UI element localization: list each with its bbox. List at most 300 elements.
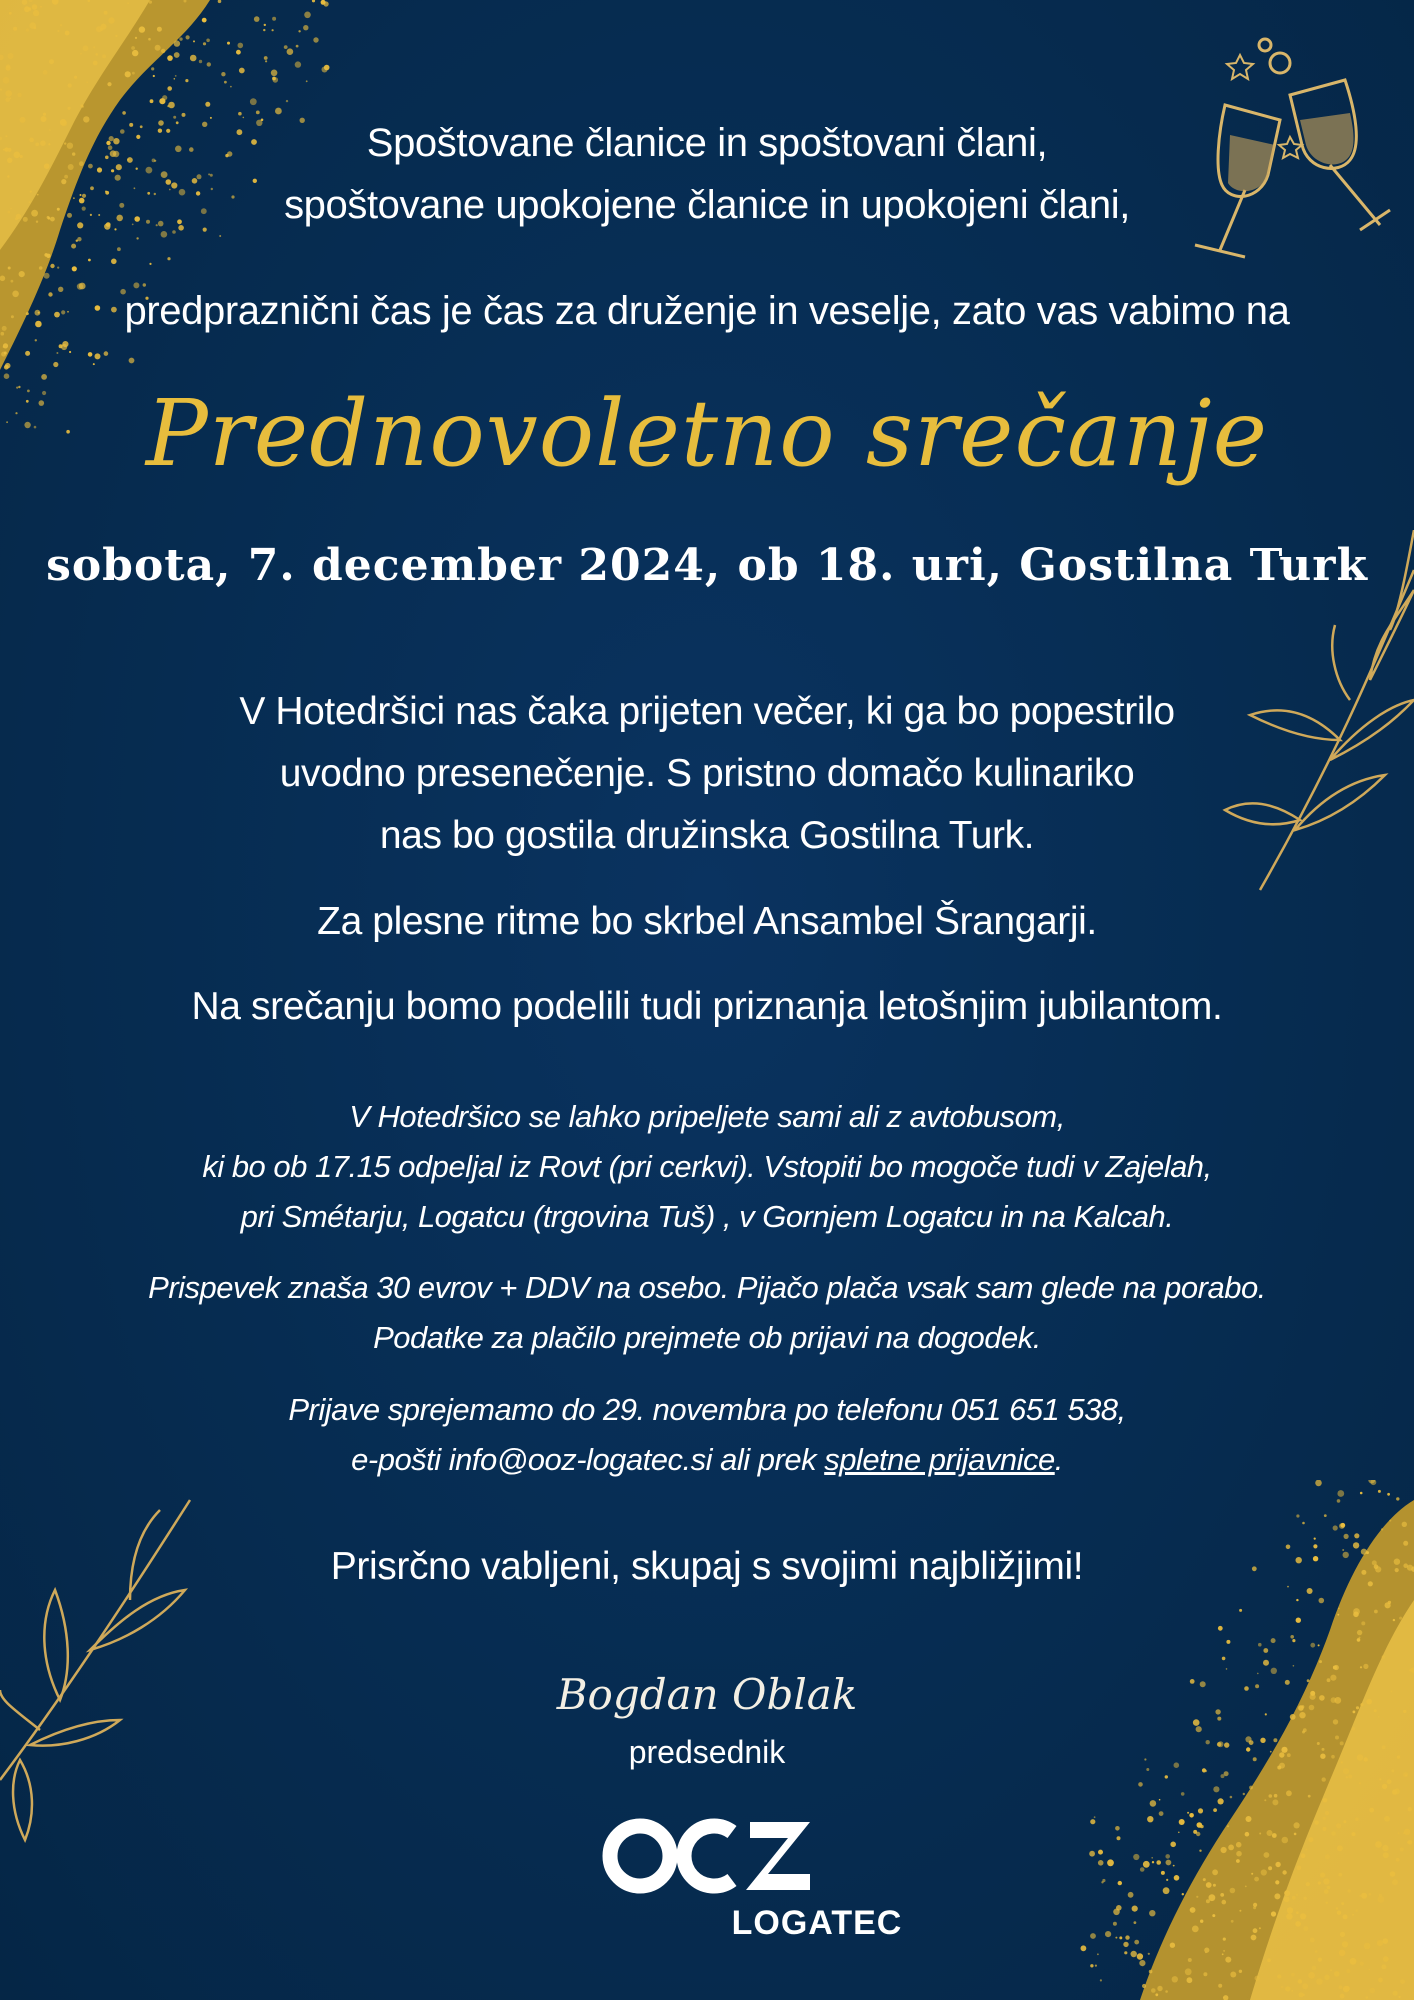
glitter-dot xyxy=(1188,1958,1192,1962)
glitter-dot xyxy=(185,79,188,82)
glitter-dot xyxy=(83,45,89,51)
glitter-dot xyxy=(1107,1859,1114,1866)
glitter-dot xyxy=(193,40,195,42)
glitter-dot xyxy=(1137,1953,1143,1959)
description-line-3: nas bo gostila družinska Gostilna Turk. xyxy=(379,814,1035,857)
glitter-dot xyxy=(1381,1964,1386,1969)
glitter-dot xyxy=(1318,1881,1321,1884)
glitter-dot xyxy=(1227,1825,1229,1827)
glitter-dot xyxy=(1213,1786,1219,1792)
glitter-dot xyxy=(1236,1859,1240,1863)
glitter-dot xyxy=(93,61,98,66)
transport-line-2: ki bo ob 17.15 odpeljal iz Rovt (pri cerkvi). Vstopiti bo mogoče tudi v Zajelah, xyxy=(202,1149,1212,1184)
glitter-dot xyxy=(1196,1832,1200,1836)
glitter-dot xyxy=(1230,1888,1236,1894)
glitter-dot xyxy=(1343,1820,1346,1823)
glitter-dot xyxy=(150,99,154,103)
glitter-dot xyxy=(1159,1811,1164,1816)
glitter-dot xyxy=(271,70,278,77)
glitter-dot xyxy=(174,52,180,58)
glitter-dot xyxy=(74,76,77,79)
glitter-dot xyxy=(1166,1879,1168,1881)
glitter-dot xyxy=(1222,1953,1224,1955)
glitter-dot xyxy=(1390,1871,1396,1877)
glitter-dot xyxy=(1337,1499,1341,1503)
glitter-dot xyxy=(1281,1986,1283,1988)
glitter-dot xyxy=(1165,1775,1168,1778)
glitter-dot xyxy=(1298,1979,1302,1983)
glitter-dot xyxy=(1346,1969,1350,1973)
glitter-dot xyxy=(1393,1991,1398,1996)
glitter-dot xyxy=(40,6,42,8)
glitter-dot xyxy=(205,102,210,107)
glitter-dot xyxy=(167,105,169,107)
payment-line-2: Podatke za plačilo prejmete ob prijavi na dogodek. xyxy=(373,1320,1041,1355)
glitter-dot xyxy=(1138,1782,1143,1787)
glitter-dot xyxy=(1098,1850,1103,1855)
glitter-dot xyxy=(44,273,50,279)
glitter-dot xyxy=(5,90,12,97)
glitter-dot xyxy=(238,43,244,49)
glitter-dot xyxy=(1218,1626,1223,1631)
glitter-dot xyxy=(1170,1943,1175,1948)
glitter-dot xyxy=(10,97,12,99)
glitter-dot xyxy=(1339,1950,1346,1957)
glitter-dot xyxy=(1142,1984,1146,1988)
glitter-dot xyxy=(272,17,276,21)
glitter-dot xyxy=(1360,1962,1364,1966)
glitter-dot xyxy=(1101,1881,1103,1883)
glitter-dot xyxy=(82,106,84,108)
glitter-dot xyxy=(312,0,315,2)
glitter-dot xyxy=(1318,1958,1322,1962)
glitter-dot xyxy=(1369,1808,1374,1813)
glitter-dot xyxy=(33,10,39,16)
glitter-dot xyxy=(1301,1853,1306,1858)
glitter-dot xyxy=(1320,1872,1325,1877)
glitter-dot xyxy=(80,53,82,55)
glitter-dot xyxy=(1166,1860,1172,1866)
glitter-dot xyxy=(1357,1630,1362,1635)
glitter-dot xyxy=(1196,1726,1202,1732)
glitter-dot xyxy=(1392,1789,1397,1794)
transport-line-3: pri Smétarju, Logatcu (trgovina Tuš) , v Gornjem Logatcu in na Kalcah. xyxy=(240,1199,1174,1234)
glitter-dot xyxy=(1089,1851,1095,1857)
glitter-dot xyxy=(1314,1820,1318,1824)
glitter-dot xyxy=(1284,1890,1290,1896)
glitter-dot xyxy=(1094,1816,1096,1818)
glitter-dot xyxy=(1269,1794,1273,1798)
glitter-dot xyxy=(95,53,98,56)
glitter-dot xyxy=(100,27,104,31)
glitter-dot xyxy=(9,12,12,15)
glitter-dot xyxy=(298,30,300,32)
glitter-dot xyxy=(1379,1778,1381,1780)
glitter-dot xyxy=(1095,1965,1097,1967)
glitter-dot xyxy=(1140,1867,1145,1872)
glitter-dot xyxy=(157,27,162,32)
glitter-dot xyxy=(1323,1798,1328,1803)
glitter-dot xyxy=(1361,1893,1367,1899)
glitter-dot xyxy=(174,40,180,46)
glitter-dot xyxy=(1155,1993,1158,1996)
glitter-dot xyxy=(1304,1897,1307,1900)
glitter-dot xyxy=(8,267,11,270)
glitter-dot xyxy=(125,71,131,77)
glitter-dot xyxy=(95,353,101,359)
glitter-dot xyxy=(1364,1943,1371,1950)
glitter-dot xyxy=(1161,1871,1165,1875)
glitter-dot xyxy=(174,78,176,80)
registration-line-1: Prijave sprejemamo do 29. novembra po telefonu 051 651 538, xyxy=(288,1392,1126,1427)
glitter-dot xyxy=(1305,1848,1307,1850)
glitter-dot xyxy=(324,1,329,6)
glitter-dot xyxy=(1396,1497,1399,1500)
glitter-dot xyxy=(1185,1968,1192,1975)
glitter-dot xyxy=(1290,1635,1294,1639)
glitter-dot xyxy=(68,83,72,87)
glitter-dot xyxy=(1124,1951,1127,1954)
greeting-line-2: spoštovane upokojene članice in upokojeni člani, xyxy=(284,183,1130,227)
glitter-dot xyxy=(1205,1952,1207,1954)
glitter-dot xyxy=(1243,1793,1245,1795)
glitter-dot xyxy=(1218,1798,1224,1804)
glitter-dot xyxy=(1284,1896,1290,1902)
registration-line-2 xyxy=(0,1436,1414,1483)
glitter-dot xyxy=(1274,1893,1280,1899)
glitter-dot xyxy=(43,70,48,75)
glitter-dot xyxy=(135,37,137,39)
glitter-dot xyxy=(1389,1520,1391,1522)
glitter-dot xyxy=(1206,1882,1212,1888)
glitter-dot xyxy=(5,97,10,102)
glitter-dot xyxy=(148,38,151,41)
glitter-dot xyxy=(1226,1640,1230,1644)
glitter-dot xyxy=(13,27,17,31)
glitter-dot xyxy=(1272,1799,1278,1805)
glitter-dot xyxy=(86,82,88,84)
glitter-dot xyxy=(1204,1948,1209,1953)
glitter-dot xyxy=(284,45,288,49)
glitter-dot xyxy=(1359,1782,1361,1784)
glitter-dot xyxy=(1245,1832,1250,1837)
glitter-dot xyxy=(322,67,328,73)
glitter-dot xyxy=(107,82,111,86)
glitter-dot xyxy=(1318,1644,1320,1646)
glitter-dot xyxy=(1255,1976,1260,1981)
glitter-dot xyxy=(1296,1894,1298,1896)
glitter-dot xyxy=(1361,1621,1365,1625)
glitter-dot xyxy=(1149,1970,1153,1974)
glitter-dot xyxy=(39,266,43,270)
glitter-dot xyxy=(1292,1896,1296,1900)
glitter-dot xyxy=(149,263,151,265)
glitter-dot xyxy=(1196,1896,1198,1898)
glitter-dot xyxy=(273,77,279,83)
transport-line-1: V Hotedršico se lahko pripeljete sami ali z avtobusom, xyxy=(349,1099,1065,1134)
glitter-dot xyxy=(1357,1638,1361,1642)
glitter-dot xyxy=(111,259,117,265)
glitter-dot xyxy=(1333,1666,1337,1670)
logo-text: LOGATEC xyxy=(731,1904,903,1942)
glitter-dot xyxy=(1359,1895,1361,1897)
glitter-dot xyxy=(1363,1664,1368,1669)
glitter-dot xyxy=(1294,1833,1297,1836)
glitter-dot xyxy=(1336,1823,1341,1828)
glitter-dot xyxy=(1236,1842,1242,1848)
glitter-dot xyxy=(3,346,5,348)
glitter-dot xyxy=(1385,1602,1391,1608)
glitter-dot xyxy=(1381,1528,1383,1530)
glitter-dot xyxy=(1178,1832,1180,1834)
glitter-dot xyxy=(1249,1786,1253,1790)
glitter-dot xyxy=(149,0,152,3)
glitter-dot xyxy=(1200,1825,1204,1829)
glitter-dot xyxy=(1133,1854,1139,1860)
glitter-dot xyxy=(50,264,54,268)
glitter-dot xyxy=(1117,1836,1121,1840)
glitter-dot xyxy=(239,68,245,74)
glitter-dot xyxy=(1230,1796,1233,1799)
glitter-dot xyxy=(1277,1974,1281,1978)
glitter-dot xyxy=(1334,1971,1340,1977)
glitter-dot xyxy=(1097,1953,1099,1955)
glitter-dot xyxy=(221,72,225,76)
glitter-dot xyxy=(1259,1833,1261,1835)
glitter-dot xyxy=(131,46,135,50)
glitter-dot xyxy=(1263,1648,1268,1653)
glitter-dot xyxy=(1258,1643,1262,1647)
glitter-dot xyxy=(153,75,155,77)
glitter-dot xyxy=(1228,1845,1234,1851)
glitter-dot xyxy=(1264,1852,1270,1858)
glitter-dot xyxy=(199,60,202,63)
glitter-dot xyxy=(1203,1878,1206,1881)
glitter-dot xyxy=(304,12,311,19)
glitter-dot xyxy=(1369,1893,1372,1896)
glitter-dot xyxy=(1368,1969,1370,1971)
glitter-dot xyxy=(57,267,59,269)
glitter-dot xyxy=(1387,1493,1390,1496)
glitter-dot xyxy=(132,50,138,56)
closing-text: Prisrčno vabljeni, skupaj s svojimi najbližjimi! xyxy=(330,1545,1084,1588)
glitter-dot xyxy=(1239,1609,1242,1612)
glitter-dot xyxy=(93,363,95,365)
glitter-dot xyxy=(44,253,48,257)
glitter-dot xyxy=(1306,1882,1310,1886)
glitter-dot xyxy=(1387,1779,1392,1784)
glitter-dot xyxy=(1396,1858,1400,1862)
glitter-dot xyxy=(1302,1994,1305,1997)
glitter-dot xyxy=(1370,1988,1376,1994)
glitter-dot xyxy=(1337,1845,1343,1851)
glitter-dot xyxy=(1340,1523,1345,1528)
glitter-dot xyxy=(1296,1865,1301,1870)
glitter-dot xyxy=(1383,1852,1389,1858)
glitter-dot xyxy=(1221,1847,1227,1853)
glitter-dot xyxy=(1090,1964,1093,1967)
glitter-dot xyxy=(104,351,109,356)
glitter-dot xyxy=(1272,1833,1277,1838)
glitter-dot xyxy=(1378,1490,1381,1493)
glitter-dot xyxy=(1302,1522,1305,1525)
glitter-dot xyxy=(1296,1618,1301,1623)
glitter-dot xyxy=(49,59,54,64)
glitter-dot xyxy=(1348,1775,1352,1779)
glitter-dot xyxy=(129,358,135,364)
glitter-dot xyxy=(1340,1994,1345,1999)
glitter-dot xyxy=(1131,1951,1137,1957)
glitter-dot xyxy=(1375,1841,1382,1848)
glitter-dot xyxy=(1282,1837,1289,1844)
glitter-dot xyxy=(306,80,308,82)
glitter-dot xyxy=(1346,1776,1348,1778)
event-datetime: sobota, 7. december 2024, ob 18. uri, Gostilna Turk xyxy=(46,540,1368,591)
glitter-dot xyxy=(1199,1850,1201,1852)
glitter-dot xyxy=(1355,1818,1359,1822)
glitter-dot xyxy=(1312,1966,1317,1971)
glitter-dot xyxy=(1263,1660,1269,1666)
glitter-dot xyxy=(132,72,135,75)
glitter-dot xyxy=(41,374,47,380)
glitter-dot xyxy=(1172,1976,1178,1982)
glitter-dot xyxy=(1275,1880,1279,1884)
glitter-dot xyxy=(1325,1854,1330,1859)
glitter-dot xyxy=(1267,1958,1271,1962)
glitter-dot xyxy=(264,56,268,60)
registration-contact-text: e-pošti info@ooz-logatec.si ali prek xyxy=(351,1442,825,1477)
glitter-dot xyxy=(1139,1960,1145,1966)
glitter-dot xyxy=(1325,1811,1329,1815)
glitter-dot xyxy=(1323,1817,1326,1820)
glitter-dot xyxy=(1147,1816,1153,1822)
glitter-dot xyxy=(1246,1816,1252,1822)
glitter-dot xyxy=(26,29,29,32)
glitter-dot xyxy=(1223,1997,1225,1999)
glitter-dot xyxy=(1315,1950,1318,1953)
glitter-dot xyxy=(71,244,76,249)
description-line-1: V Hotedršici nas čaka prijeten večer, ki ga bo popestrilo xyxy=(239,690,1175,733)
glitter-dot xyxy=(108,17,114,23)
glitter-dot xyxy=(167,257,170,260)
glitter-dot xyxy=(88,259,91,262)
glitter-dot xyxy=(1174,1875,1180,1881)
glitter-dot xyxy=(77,237,81,241)
glitter-dot xyxy=(0,89,2,91)
glitter-dot xyxy=(1337,1614,1339,1616)
payment-line-1: Prispevek znaša 30 evrov + DDV na osebo. Pijačo plača vsak sam glede na porabo. xyxy=(148,1270,1266,1305)
glitter-dot xyxy=(1293,1665,1295,1667)
glitter-dot xyxy=(1118,1881,1122,1885)
glitter-dot xyxy=(1152,1861,1154,1863)
glitter-dot xyxy=(1398,1996,1400,1998)
glitter-dot xyxy=(1098,1860,1104,1866)
glitter-dot xyxy=(59,344,63,348)
glitter-dot xyxy=(1382,1845,1388,1851)
glitter-dot xyxy=(1179,1819,1185,1825)
glitter-dot xyxy=(102,54,106,58)
glitter-dot xyxy=(227,42,230,45)
glitter-dot xyxy=(1352,1832,1356,1836)
glitter-dot xyxy=(1310,1643,1315,1648)
music-text: Za plesne ritme bo skrbel Ansambel Šrangarji. xyxy=(317,900,1097,943)
greeting-line-1: Spoštovane članice in spoštovani člani, xyxy=(366,121,1048,165)
glitter-dot xyxy=(1331,1831,1336,1836)
glitter-dot xyxy=(1350,1958,1357,1965)
glitter-dot xyxy=(1316,1978,1323,1985)
glitter-dot xyxy=(53,362,58,367)
glitter-dot xyxy=(1383,1956,1389,1962)
glitter-dot xyxy=(161,49,165,53)
event-title: Prednovoletno srečanje xyxy=(145,380,1269,487)
glitter-dot xyxy=(1236,1851,1242,1857)
glitter-dot xyxy=(1338,1873,1342,1877)
glitter-dot xyxy=(1213,1808,1217,1812)
glitter-dot xyxy=(1291,1990,1293,1992)
glitter-dot xyxy=(1165,1854,1170,1859)
glitter-dot xyxy=(1148,1953,1150,1955)
glitter-dot xyxy=(28,7,31,10)
glitter-dot xyxy=(1156,1860,1161,1865)
glitter-dot xyxy=(1268,1866,1272,1870)
glitter-dot xyxy=(202,18,207,23)
glitter-dot xyxy=(1081,1945,1087,1951)
glitter-dot xyxy=(203,42,206,45)
glitter-dot xyxy=(1100,1979,1102,1981)
glitter-dot xyxy=(1308,1972,1315,1979)
glitter-dot xyxy=(69,351,71,353)
glitter-dot xyxy=(1324,1889,1329,1894)
ooz-logo-icon xyxy=(600,1812,812,1898)
glitter-dot xyxy=(1308,1837,1313,1842)
glitter-dot xyxy=(1392,1879,1398,1885)
glitter-dot xyxy=(1213,1884,1216,1887)
glitter-dot xyxy=(1337,1490,1344,1497)
glitter-dot xyxy=(236,50,241,55)
glitter-dot xyxy=(186,35,190,39)
glitter-dot xyxy=(1282,1870,1286,1874)
glitter-dot xyxy=(250,98,257,105)
glitter-dot xyxy=(1254,1877,1259,1882)
registration-form-link[interactable]: spletne prijavnice xyxy=(824,1442,1055,1477)
glitter-dot xyxy=(264,24,266,26)
glitter-dot xyxy=(1115,1826,1120,1831)
glitter-dot xyxy=(1220,1893,1224,1897)
glitter-dot xyxy=(1159,1799,1161,1801)
glitter-dot xyxy=(1338,1608,1340,1610)
glitter-dot xyxy=(1294,1822,1300,1828)
glitter-dot xyxy=(1275,1862,1280,1867)
glitter-dot xyxy=(1239,1970,1242,1973)
glitter-dot xyxy=(1261,1869,1267,1875)
glitter-dot xyxy=(1189,1813,1194,1818)
glitter-dot xyxy=(1151,1857,1153,1859)
glitter-dot xyxy=(313,37,318,42)
glitter-dot xyxy=(117,247,121,251)
glitter-dot xyxy=(1360,1492,1363,1495)
glitter-dot xyxy=(1405,1774,1407,1776)
glitter-dot xyxy=(1296,1514,1299,1517)
glitter-dot xyxy=(1286,1790,1292,1796)
glitter-dot xyxy=(175,75,177,77)
glitter-dot xyxy=(1274,1794,1278,1798)
glitter-dot xyxy=(1230,1972,1236,1978)
glitter-dot xyxy=(155,45,161,51)
glitter-dot xyxy=(19,271,25,277)
glitter-dot xyxy=(1271,1638,1276,1643)
signature-name: Bogdan Oblak xyxy=(556,1670,858,1719)
glitter-dot xyxy=(1292,1639,1295,1642)
